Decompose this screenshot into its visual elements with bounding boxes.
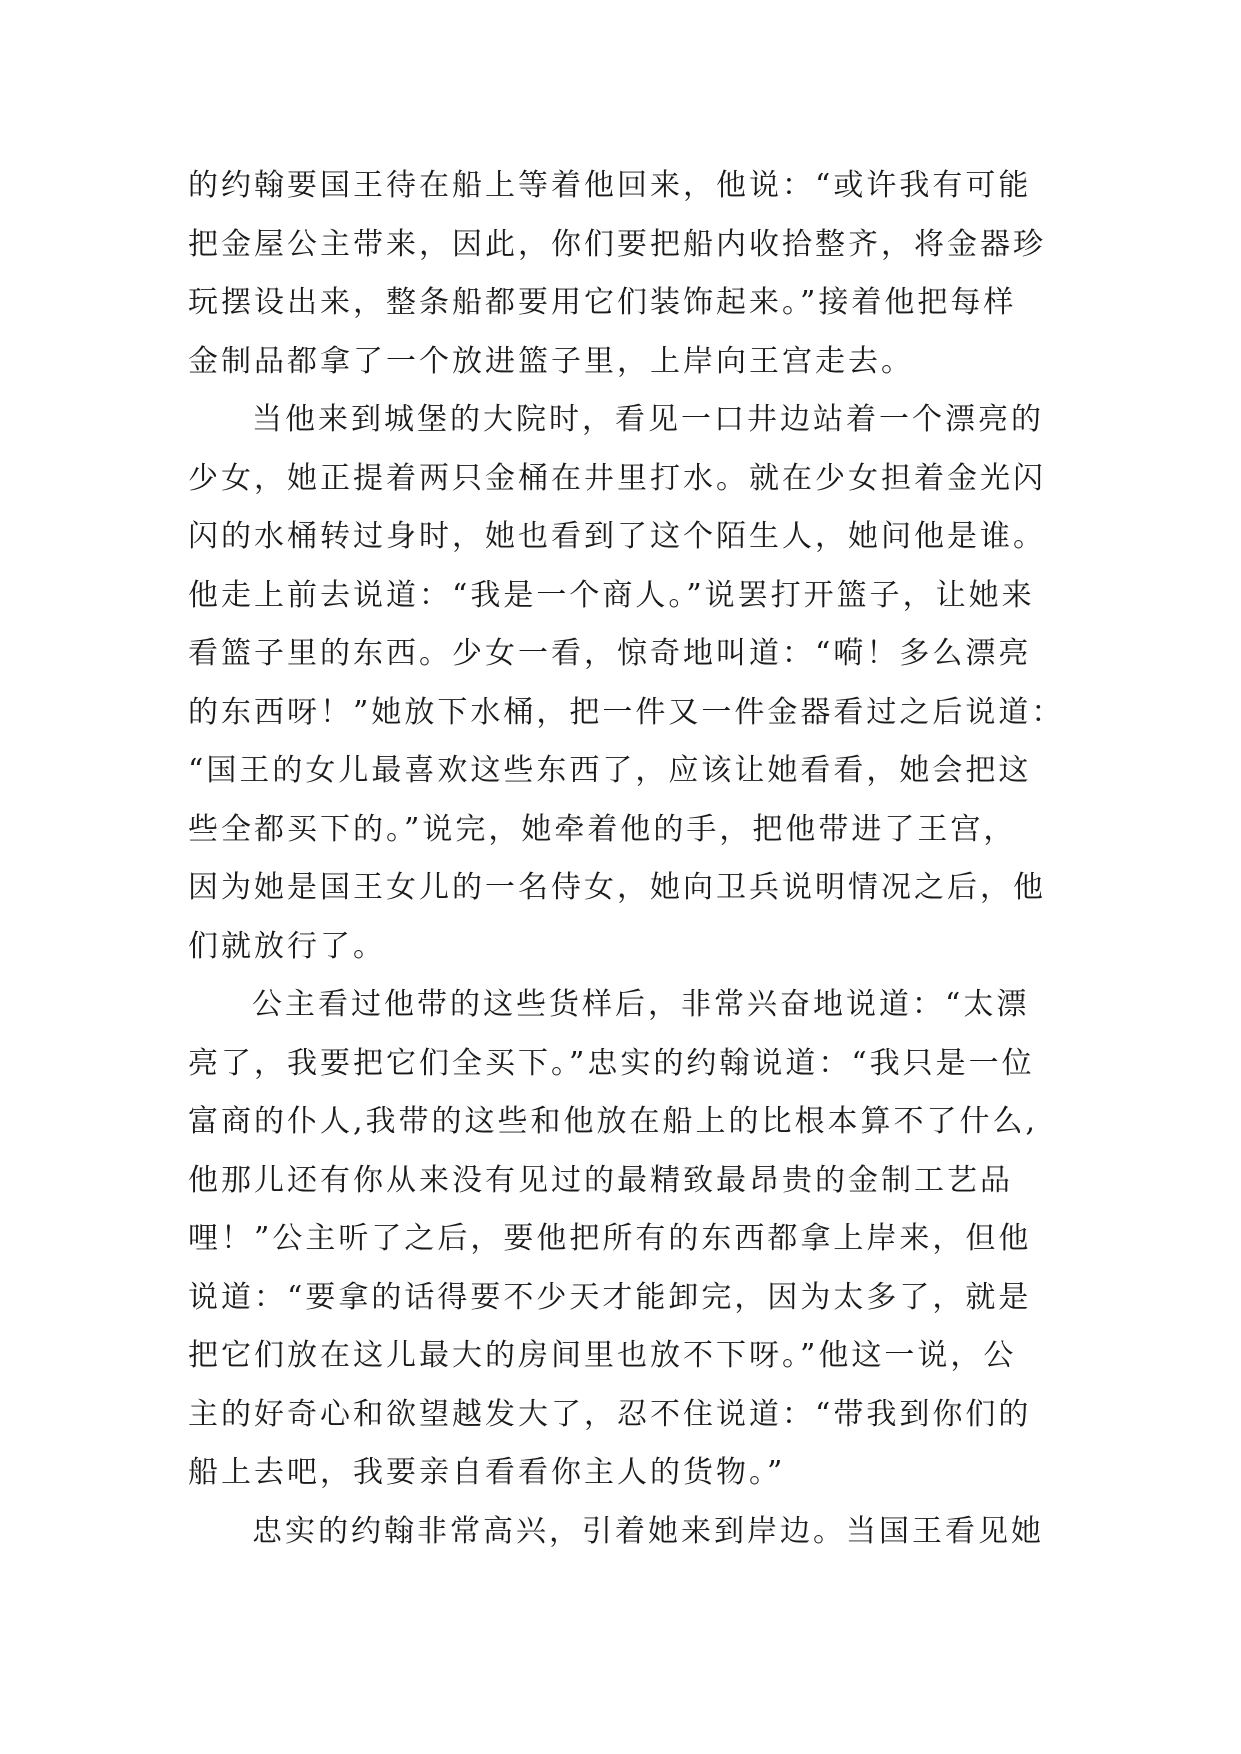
text-line: 把它们放在这儿最大的房间里也放不下呀。”他这一说，公 (188, 1338, 1017, 1373)
paragraph-start-line: 当他来到城堡的大院时，看见一口井边站着一个漂亮的 (252, 402, 1044, 437)
text-line: 亮了，我要把它们全买下。”忠实的约翰说道：“我只是一位 (188, 1045, 1035, 1081)
text-line: 因为她是国王女儿的一名侍女，她向卫兵说明情况之后，他 (188, 870, 1046, 905)
text-line: 说道：“要拿的话得要不少天才能卸完，因为太多了，就是 (188, 1279, 1032, 1315)
text-line: 船上去吧，我要亲自看看你主人的货物。” (188, 1455, 786, 1490)
text-line: 金制品都拿了一个放进篮子里，上岸向王宫走去。 (188, 343, 914, 379)
document-body (188, 157, 1088, 1561)
text-line: 们就放行了。 (188, 928, 386, 964)
text-line: 富商的仆人,我带的这些和他放在船上的比根本算不了什么, (188, 1104, 1039, 1139)
text-line: 看篮子里的东西。少女一看，惊奇地叫道：“嗬！多么漂亮 (188, 636, 1032, 671)
text-line: 哩！”公主听了之后，要他把所有的东西都拿上岸来，但他 (188, 1221, 1032, 1256)
text-line: 闪的水桶转过身时，她也看到了这个陌生人，她问他是谁。 (188, 519, 1046, 554)
text-line: 玩摆设出来，整条船都要用它们装饰起来。”接着他把每样 (188, 285, 1017, 320)
text-line: 的约翰要国王待在船上等着他回来，他说：“或许我有可能 (188, 168, 1032, 203)
text-line: “国王的女儿最喜欢这些东西了，应该让她看看，她会把这 (188, 753, 1032, 788)
text-line: 些全都买下的。”说完，她牵着他的手，把他带进了王宫， (188, 811, 1017, 847)
paragraph-start-line: 公主看过他带的这些货样后，非常兴奋地说道：“太漂 (252, 987, 1030, 1022)
text-line: 把金屋公主带来，因此，你们要把船内收拾整齐，将金器珍 (188, 226, 1046, 262)
paragraph-start-line: 忠实的约翰非常高兴，引着她来到岸边。当国王看见她 (252, 1513, 1044, 1549)
text-line: 他走上前去说道：“我是一个商人。”说罢打开篮子，让她来 (188, 577, 1035, 613)
text-line: 主的好奇心和欲望越发大了，忍不住说道：“带我到你们的 (188, 1396, 1032, 1432)
text-line: 他那儿还有你从来没有见过的最精致最昂贵的金制工艺品 (188, 1162, 1013, 1198)
text-line: 的东西呀！”她放下水桶，把一件又一件金器看过之后说道： (188, 694, 1065, 730)
text-line: 少女，她正提着两只金桶在井里打水。就在少女担着金光闪 (188, 460, 1046, 496)
